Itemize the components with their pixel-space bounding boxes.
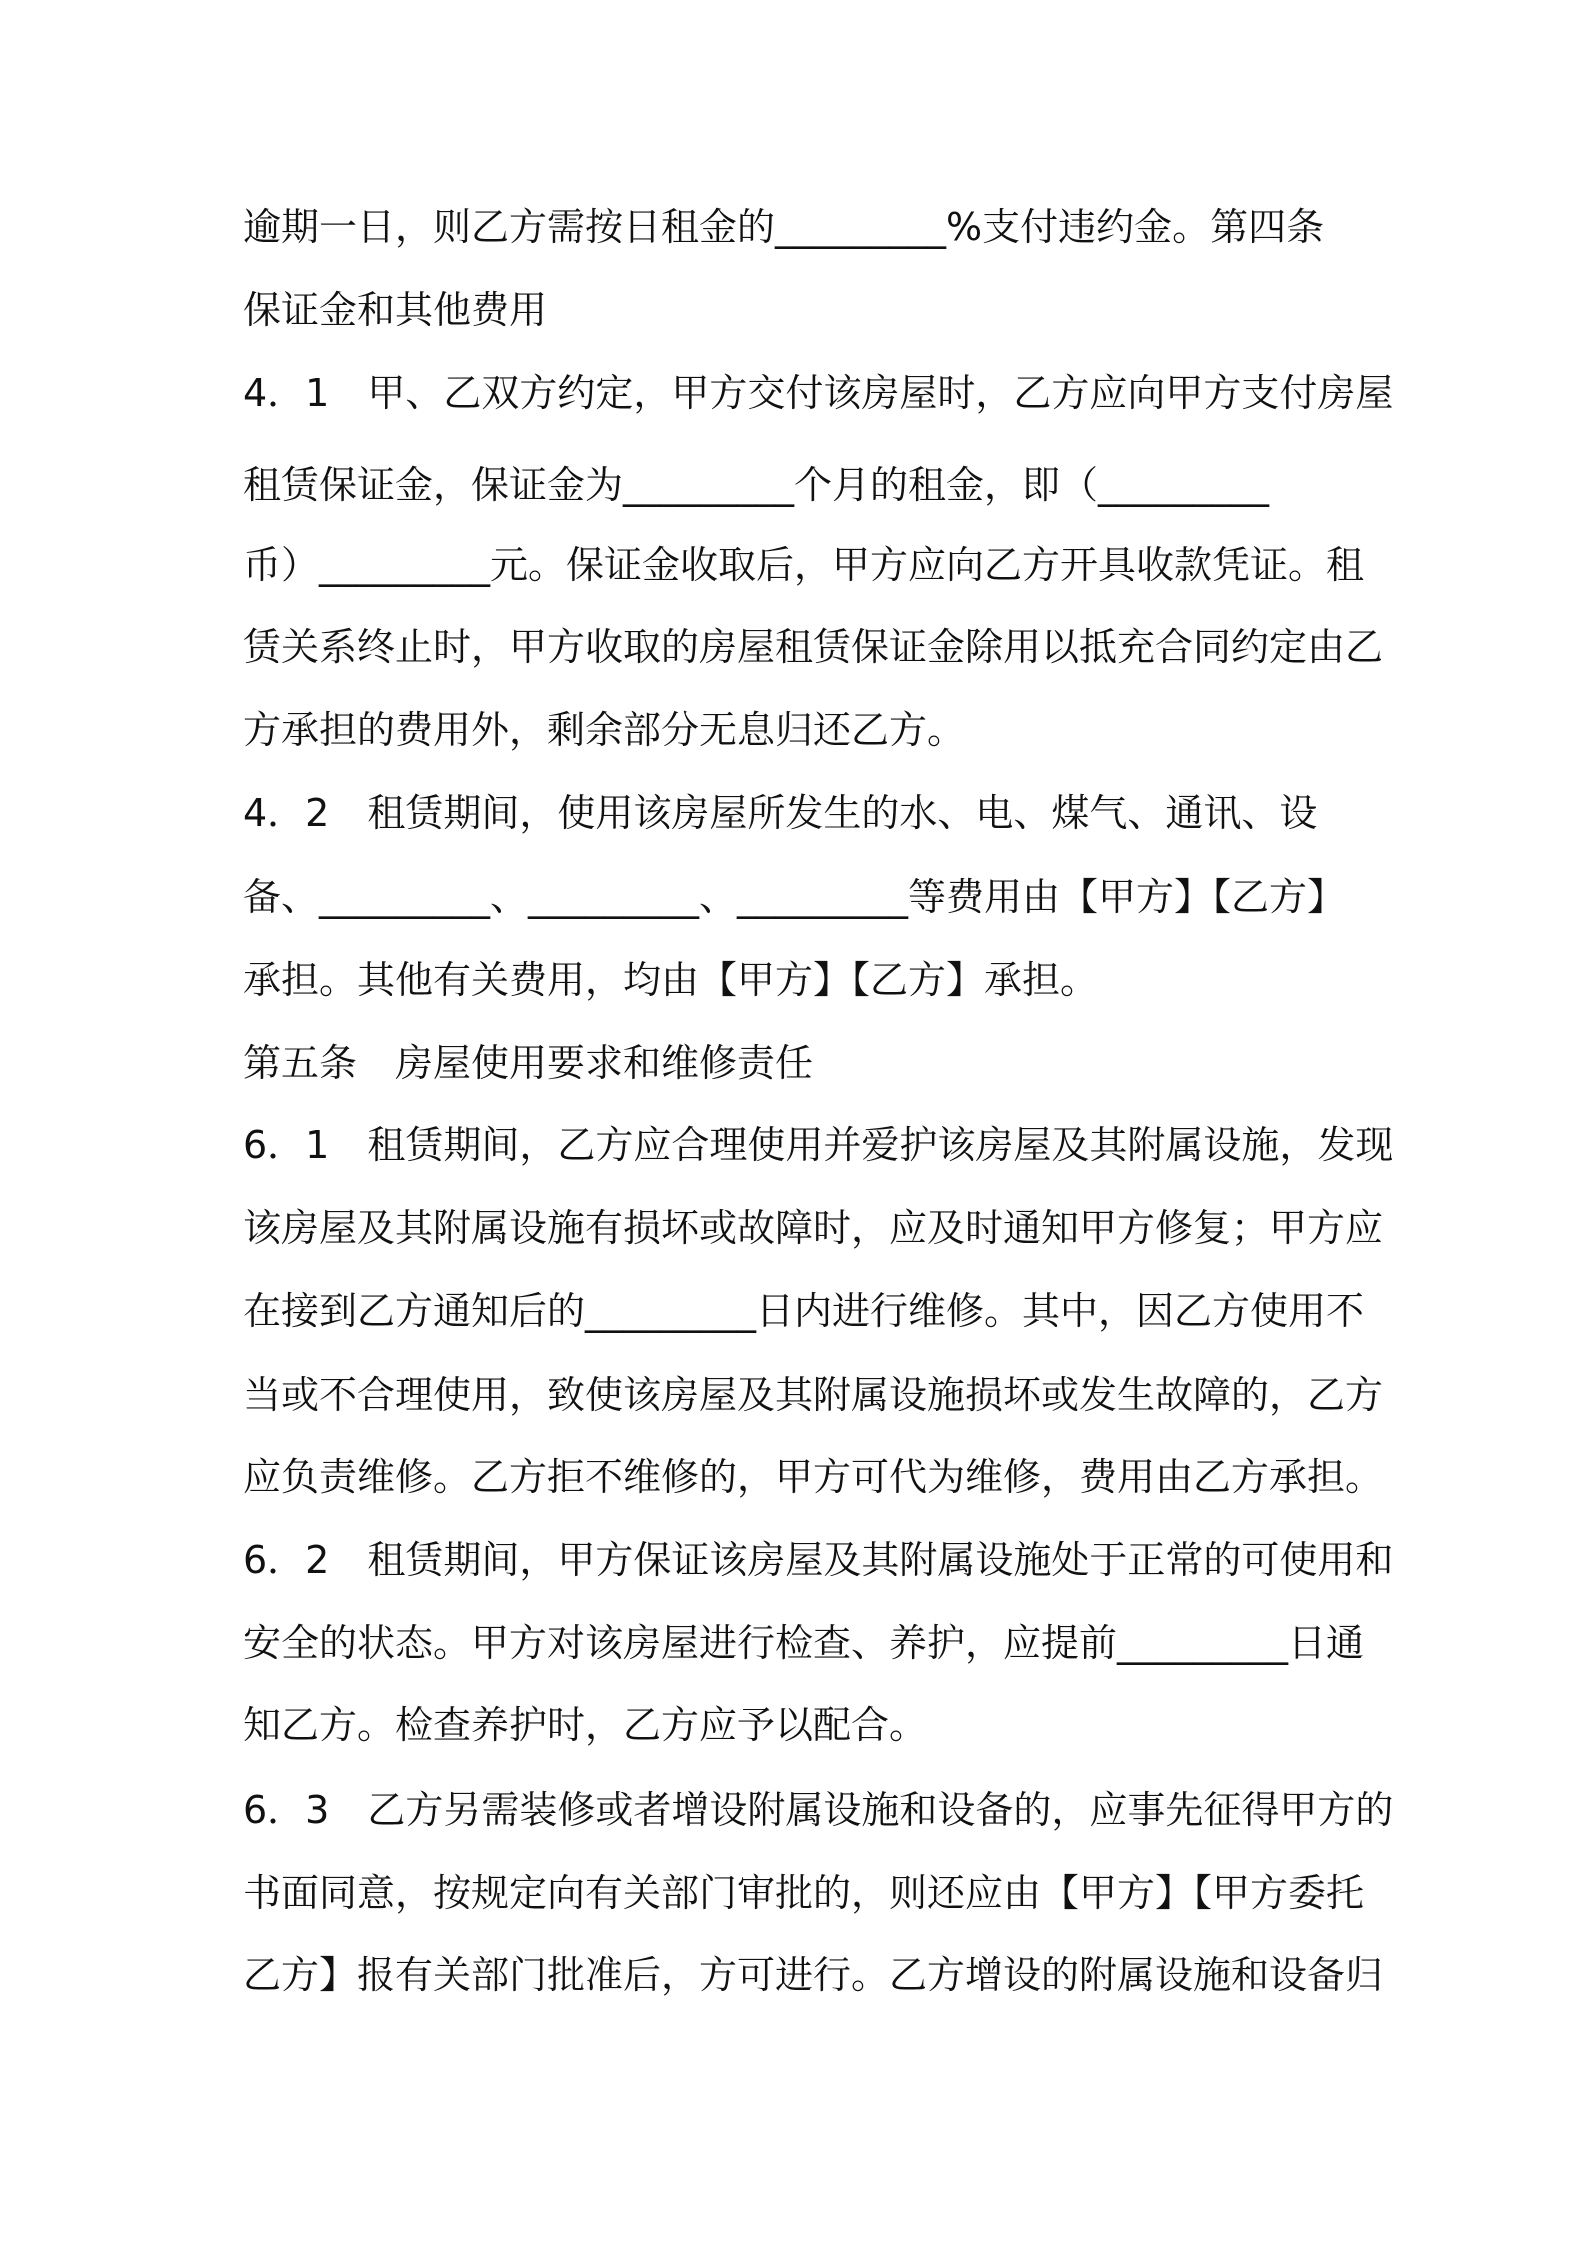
text-line: 6．1 租赁期间，乙方应合理使用并爱护该房屋及其附属设施，发现	[243, 1123, 1394, 1167]
text-line: 方承担的费用外，剩余部分无息归还乙方。	[243, 708, 966, 752]
text-line: 该房屋及其附属设施有损坏或故障时，应及时通知甲方修复；甲方应	[243, 1206, 1384, 1250]
text-line: 租赁保证金，保证金为_________个月的租金，即（_________	[243, 463, 1270, 507]
section-heading: 第五条 房屋使用要求和维修责任	[243, 1041, 814, 1085]
text-line: 书面同意，按规定向有关部门审批的，则还应由【甲方】【甲方委托	[243, 1871, 1365, 1915]
text-line: 当或不合理使用，致使该房屋及其附属设施损坏或发生故障的，乙方	[243, 1373, 1384, 1417]
text-line: 逾期一日，则乙方需按日租金的_________%支付违约金。第四条	[243, 205, 1325, 249]
text-line: 币）_________元。保证金收取后，甲方应向乙方开具收款凭证。租	[243, 543, 1365, 587]
text-line: 保证金和其他费用	[243, 288, 548, 332]
text-line: 在接到乙方通知后的_________日内进行维修。其中，因乙方使用不	[243, 1289, 1365, 1333]
text-line: 4．2 租赁期间，使用该房屋所发生的水、电、煤气、通讯、设	[243, 791, 1318, 835]
text-line: 知乙方。检查养护时，乙方应予以配合。	[243, 1703, 928, 1747]
text-line: 乙方】报有关部门批准后，方可进行。乙方增设的附属设施和设备归	[243, 1953, 1384, 1997]
text-line: 赁关系终止时，甲方收取的房屋租赁保证金除用以抵充合同约定由乙	[243, 625, 1384, 669]
text-line: 应负责维修。乙方拒不维修的，甲方可代为维修，费用由乙方承担。	[243, 1455, 1384, 1499]
text-line: 安全的状态。甲方对该房屋进行检查、养护，应提前_________日通	[243, 1621, 1365, 1665]
text-line: 备、_________、_________、_________等费用由【甲方】【乙方】	[243, 875, 1346, 919]
text-line: 6．3 乙方另需装修或者增设附属设施和设备的，应事先征得甲方的	[243, 1788, 1394, 1832]
text-line: 6．2 租赁期间，甲方保证该房屋及其附属设施处于正常的可使用和	[243, 1538, 1394, 1582]
text-line: 承担。其他有关费用，均由【甲方】【乙方】承担。	[243, 958, 1099, 1002]
text-line: 4．1 甲、乙双方约定，甲方交付该房屋时，乙方应向甲方支付房屋	[243, 371, 1394, 415]
